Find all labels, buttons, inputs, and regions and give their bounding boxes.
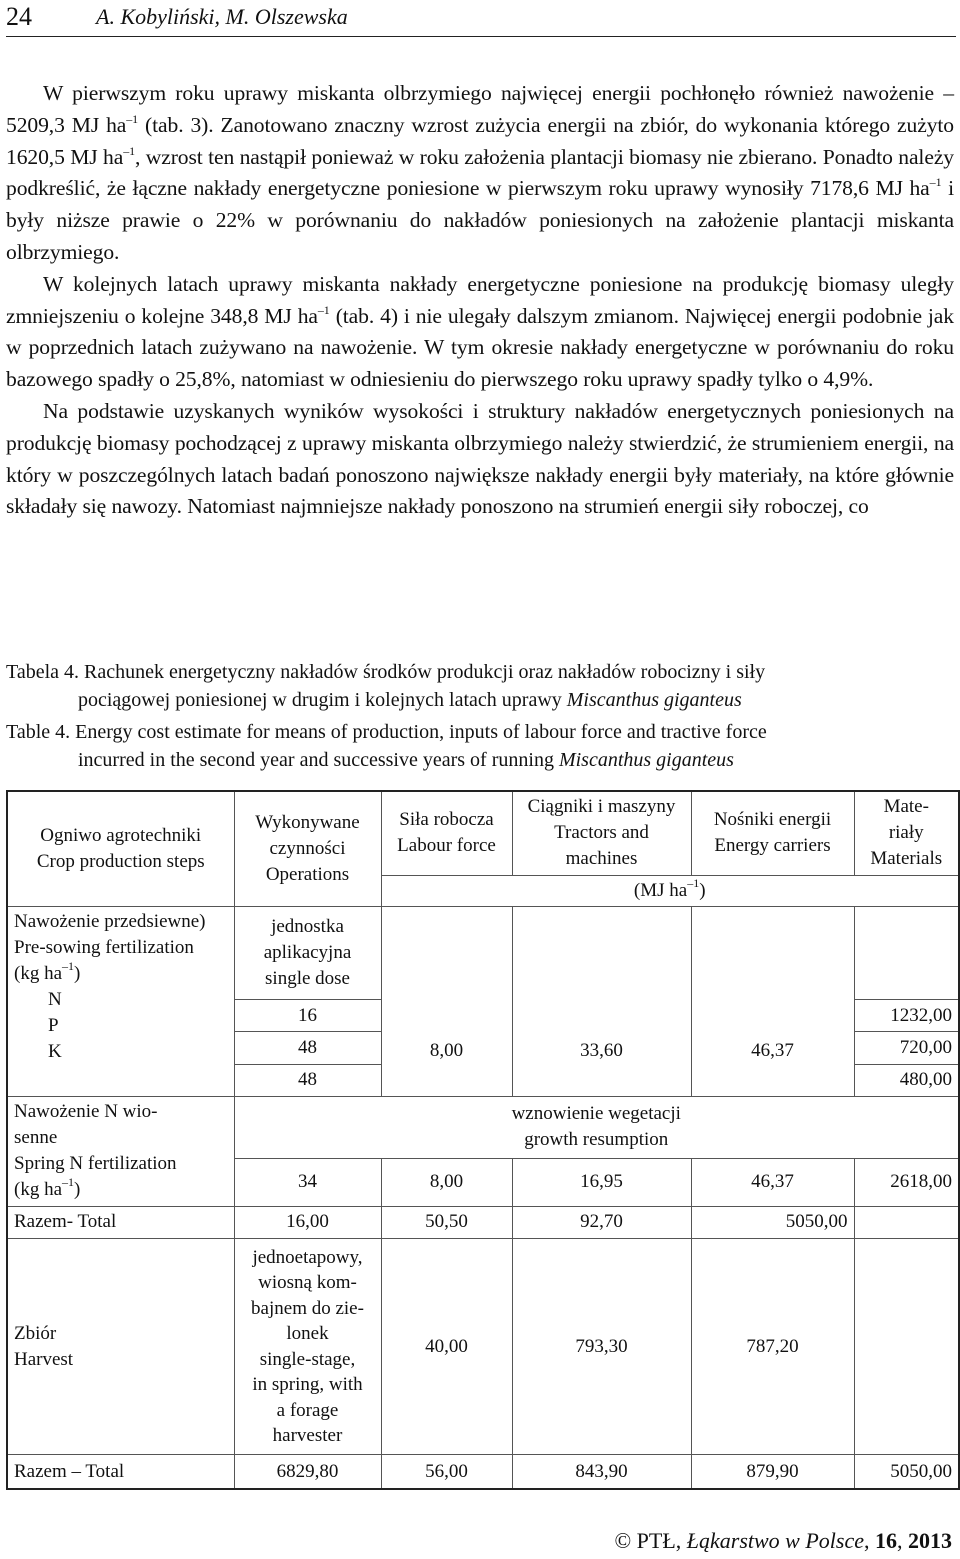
spring-materials: 2618,00	[854, 1158, 959, 1206]
spring-dose: 34	[234, 1158, 381, 1206]
subtotal-label: Razem- Total	[7, 1206, 234, 1238]
spring-machines: 16,95	[512, 1158, 691, 1206]
spring-note: wznowienie wegetacji growth resumption	[234, 1096, 959, 1158]
paragraph: W pierwszym roku uprawy miskanta olbrzymiego najwięcej energii pochłonęło również nawożenie – 5209,3 MJ $ha^{-1}$ (tab. 3). Zanotowano znaczny wzrost zużycia energii na zbiór, do wykonania którego zużyto 1620,5 MJ $ha^{-1}$, wzrost ten nastąpił ponieważ w roku założenia plantacji biomasy nie zbierano. Ponadto należy podkreślić, że łączne nakłady energetyczne poniesione w pierwszym roku uprawy wynosiły 7178,6 MJ $ha^{-1}$ i były niższe prawie o 22% w porównaniu do nakładów poniesionych na założenie plantacji miskanta olbrzymiego.	[6, 81, 954, 264]
harvest-machines: 793,30	[512, 1239, 691, 1455]
header-labour: Siła robocza Labour force	[381, 791, 512, 875]
running-head-authors: A. Kobyliński, M. Olszewska	[96, 4, 348, 29]
paragraph: Na podstawie uzyskanych wyników wysokości i struktury nakładów energetycznych poniesionych na produkcję biomasy pochodzącej z uprawy miskanta olbrzymiego należy stwierdzić, że strumieniem energii, na który w poszczególnych latach badań ponoszono największe nakłady energii były materiały, na które głównie składały się nawozy. Natomiast najmniejsze nakłady ponoszono na strumień energii siły roboczej, co	[6, 398, 954, 519]
dose-p: 48	[234, 1032, 381, 1064]
caption-en-line2: incurred in the second year and successive years of running	[78, 749, 554, 771]
header-machines: Ciągniki i maszyny Tractors and machines	[512, 791, 691, 875]
harvest-label: Zbiór Harvest	[7, 1239, 234, 1455]
presowing-operation: jednostka aplikacyjna single dose	[234, 907, 381, 1000]
caption-en-species: Miscanthus giganteus	[558, 749, 734, 771]
materials-k: 480,00	[854, 1064, 959, 1096]
subtotal-labour: 50,50	[381, 1206, 512, 1238]
presowing-energy: 46,37	[691, 907, 854, 1097]
harvest-energy: 787,20	[691, 1239, 854, 1455]
caption-en-label: Table 4.	[6, 721, 71, 743]
page-number: 24	[6, 2, 32, 31]
caption-en	[6, 718, 956, 774]
footer-year: 2013	[908, 1528, 952, 1553]
subtotal-row	[7, 1206, 959, 1238]
dose-k: 48	[234, 1064, 381, 1096]
footer-journal: Łąkarstwo w Polsce	[686, 1528, 864, 1553]
caption-pl-line2: pociągowej poniesionej w drugim i kolejnych latach uprawy	[78, 689, 562, 711]
header-unit: (MJ $ha^{-1}$)	[381, 875, 959, 906]
total-machines: 843,90	[512, 1455, 691, 1489]
subtotal-operations: 16,00	[234, 1206, 381, 1238]
total-materials: 5050,00	[854, 1455, 959, 1489]
subtotal-machines: 92,70	[512, 1206, 691, 1238]
spring-energy: 46,37	[691, 1158, 854, 1206]
spring-note-row	[7, 1096, 959, 1158]
total-energy: 879,90	[691, 1455, 854, 1489]
footer-volume: 16	[875, 1528, 897, 1553]
paragraph: W kolejnych latach uprawy miskanta nakłady energetyczne poniesione na produkcję biomasy uległy zmniejszeniu o kolejne 348,8 MJ $ha^{-1}$ (tab. 4) i nie ulegały dalszym zmianom. Najwięcej energii podobnie jak w poprzednich latach zużywano na nawożenie. W tym okresie nakłady energetyczne w porównaniu do roku bazowego spadły o 25,8%, natomiast w odniesieniu do pierwszego roku uprawy spadły tylko o 4,9%.	[6, 271, 954, 392]
footer-copyright: © PTŁ,	[614, 1528, 682, 1553]
presowing-machines: 33,60	[512, 907, 691, 1097]
caption-pl-label: Tabela 4.	[6, 661, 80, 683]
body-text	[6, 78, 954, 523]
presowing-label: Nawożenie przedsiewne) Pre-sowing fertilization (kg $ha^{-1}$) N P K	[7, 907, 234, 1097]
page-header	[6, 0, 956, 37]
caption-pl	[6, 658, 956, 714]
dose-n: 16	[234, 999, 381, 1031]
caption-en-line1: Energy cost estimate for means of production, inputs of labour force and tractive force	[75, 721, 767, 743]
header-row	[7, 791, 959, 875]
spring-labour: 8,00	[381, 1158, 512, 1206]
materials-n: 1232,00	[854, 999, 959, 1031]
header-operations: Wykonywane czynności Operations	[234, 791, 381, 907]
harvest-operation: jednoetapowy, wiosną kom- bajnem do zie- lonek single-stage, in spring, with a forage harvester	[234, 1239, 381, 1455]
energy-table	[6, 790, 960, 1490]
total-operations: 6829,80	[234, 1455, 381, 1489]
presowing-operation-row	[7, 907, 959, 1000]
header-materials: Mate- riały Materials	[854, 791, 959, 875]
harvest-row	[7, 1239, 959, 1455]
presowing-labour: 8,00	[381, 907, 512, 1097]
materials-p: 720,00	[854, 1032, 959, 1064]
caption-pl-species: Miscanthus giganteus	[566, 689, 742, 711]
harvest-labour: 40,00	[381, 1239, 512, 1455]
total-labour: 56,00	[381, 1455, 512, 1489]
page-footer: © PTŁ, Łąkarstwo w Polsce, 16, 2013	[614, 1528, 952, 1553]
total-label: Razem – Total	[7, 1455, 234, 1489]
header-step: Ogniwo agrotechniki Crop production steps	[7, 791, 234, 907]
header-energy: Nośniki energii Energy carriers	[691, 791, 854, 875]
spring-label: Nawożenie N wio- senne Spring N fertilization (kg $ha^{-1}$)	[7, 1096, 234, 1206]
subtotal-materials: 5050,00	[691, 1206, 854, 1238]
caption-pl-line1: Rachunek energetyczny nakładów środków produkcji oraz nakładów robocizny i siły	[84, 661, 766, 683]
total-row	[7, 1455, 959, 1489]
